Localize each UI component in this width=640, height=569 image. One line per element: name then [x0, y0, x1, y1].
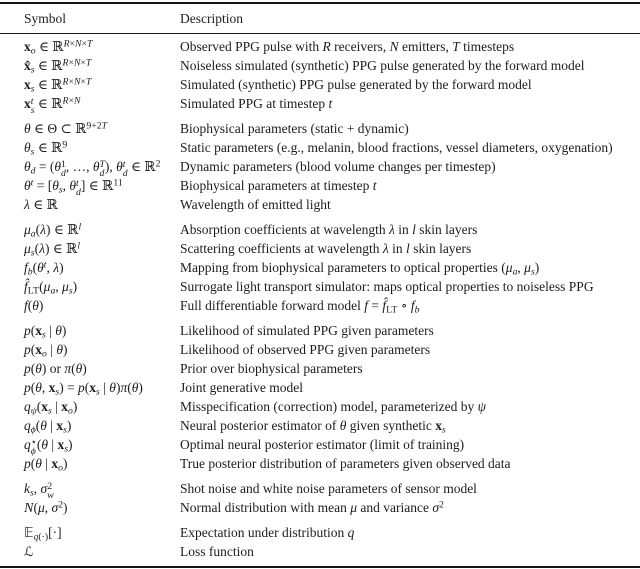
description-cell: Neural posterior estimator of θ given synthetic $x_s$ — [180, 418, 446, 436]
symbol-cell: $\mu_a(\lambda)$ ∈ ℝ$^l$ — [24, 221, 82, 240]
description-cell: Dynamic parameters (blood volume changes per timestep) — [180, 159, 496, 174]
description-cell: Absorption coefficients at wavelength λ in l skin layers — [180, 222, 478, 237]
symbol-cell: $k_s$, σ 2 w — [24, 480, 54, 501]
table-row — [0, 258, 640, 277]
table-row — [0, 397, 640, 416]
description-cell: True posterior distribution of parameters given observed data — [180, 456, 511, 471]
description-cell: Normal distribution with mean μ and variance $\sigma^2$ — [180, 499, 444, 515]
description-cell: Simulated (synthetic) PPG pulse generated by the forward model — [180, 77, 532, 92]
symbol-cell: $\theta_s$ ∈ ℝ$^9$ — [24, 139, 68, 158]
table-group — [0, 119, 640, 214]
table-group — [0, 220, 640, 315]
description-cell: Misspecification (correction) model, parameterized by ψ — [180, 399, 487, 414]
table-group — [0, 37, 640, 116]
description-cell: Observed PPG pulse with R receivers, N emitters, T timesteps — [180, 39, 515, 54]
description-cell: Prior over biophysical parameters — [180, 361, 363, 376]
table-row — [0, 498, 640, 517]
table-row — [0, 138, 640, 157]
symbol-cell: $f̂_{LT}(\mu_a$, $\mu_s$) — [24, 279, 78, 297]
description-cell: Surrogate light transport simulator: maps optical properties to noiseless PPG — [180, 279, 594, 294]
symbol-cell: θ ∈ Θ ⊂ ℝ$^{9+2T}$ — [24, 120, 108, 136]
symbol-cell: $q_\phi(\theta$ | $x_s$) — [24, 418, 72, 436]
symbol-cell: $p(x_o$ | θ) — [24, 342, 68, 360]
table-row — [0, 479, 640, 501]
column-header-symbol: Symbol — [24, 11, 67, 26]
symbol-cell: $x̂_s$ ∈ ℝ$^{R\times N\times T}$ — [24, 57, 92, 76]
description-cell: Likelihood of observed PPG given parameters — [180, 342, 431, 357]
symbol-cell: $x_s$ ∈ ℝ$^{R\times N\times T}$ — [24, 76, 92, 95]
description-cell: Optimal neural posterior estimator (limit of training) — [180, 437, 465, 452]
symbol-cell: p(θ, $x_s) = p(x_s$ | θ)π(θ) — [24, 380, 143, 398]
table-row — [0, 321, 640, 340]
table-row — [0, 119, 640, 138]
table-row — [0, 56, 640, 75]
table-header-row — [0, 4, 640, 34]
table-row — [0, 416, 640, 435]
symbol-cell: x t s ∈ ℝ$^{R\times N}$ — [24, 95, 81, 116]
symbol-cell: p(θ) or π(θ) — [24, 361, 87, 376]
table-row — [0, 157, 640, 179]
symbol-cell: λ ∈ ℝ — [24, 197, 58, 212]
symbol-cell: N(μ, $\sigma^2$) — [24, 499, 68, 516]
description-cell: Expectation under distribution q — [180, 525, 355, 540]
symbol-cell: ℒ — [24, 545, 34, 560]
description-cell: Biophysical parameters at timestep t — [180, 178, 377, 193]
table-row — [0, 523, 640, 542]
table-row — [0, 454, 640, 473]
symbol-cell: $\theta_d = (\theta$ 1 d , …, θ T d ), θ t d ∈ ℝ$^2$ — [24, 158, 161, 179]
symbol-cell: $p(x_s$ | θ) — [24, 323, 67, 341]
symbol-cell: 𝔼$_{q(\cdot)}$[·] — [24, 525, 62, 543]
description-cell: Full differentiable forward model $f = f̂_{LT}$ ∘ $f_b$ — [180, 298, 420, 316]
table-row — [0, 37, 640, 56]
symbol-notation-table — [0, 2, 640, 568]
symbol-cell: $f_b(\theta^t$, λ) — [24, 259, 64, 278]
description-cell: Mapping from biophysical parameters to optical properties ($\mu_a$, $\mu_s$) — [180, 260, 540, 278]
table-row — [0, 435, 640, 457]
table-row — [0, 277, 640, 296]
table-body — [0, 37, 640, 561]
description-cell: Scattering coefficients at wavelength λ in l skin layers — [180, 241, 472, 256]
table-row — [0, 220, 640, 239]
table-row — [0, 94, 640, 116]
symbol-cell: f(θ) — [24, 298, 44, 313]
table-row — [0, 340, 640, 359]
symbol-cell: $\theta^t = [\theta_s$, θ t d ] ∈ ℝ$^{11}$ — [24, 177, 123, 198]
symbol-cell: $q_\psi(x_s$ | $x_o$) — [24, 399, 78, 417]
table-row — [0, 359, 640, 378]
description-cell: Noiseless simulated (synthetic) PPG pulse generated by the forward model — [180, 58, 585, 73]
table-row — [0, 75, 640, 94]
table-row — [0, 195, 640, 214]
table-row — [0, 176, 640, 198]
description-cell: Loss function — [180, 544, 254, 559]
table-row — [0, 239, 640, 258]
column-header-description: Description — [180, 11, 243, 26]
table-group — [0, 321, 640, 473]
description-cell: Static parameters (e.g., melanin, blood fractions, vessel diameters, oxygenation) — [180, 140, 613, 155]
description-cell: Wavelength of emitted light — [180, 197, 331, 212]
paper-page — [0, 2, 640, 569]
table-group — [0, 523, 640, 561]
symbol-cell: $\mu_s(\lambda)$ ∈ ℝ$^l$ — [24, 240, 81, 259]
symbol-cell: p(θ | $x_o$) — [24, 456, 68, 474]
table-row — [0, 378, 640, 397]
description-cell: Biophysical parameters (static + dynamic) — [180, 121, 409, 136]
description-cell: Joint generative model — [180, 380, 303, 395]
description-cell: Shot noise and white noise parameters of sensor model — [180, 481, 477, 496]
table-row — [0, 542, 640, 561]
description-cell: Likelihood of simulated PPG given parameters — [180, 323, 434, 338]
symbol-cell: q ⋆ ϕ (θ | $x_s$) — [24, 436, 73, 457]
table-group — [0, 479, 640, 517]
description-cell: Simulated PPG at timestep t — [180, 96, 333, 111]
table-row — [0, 296, 640, 315]
symbol-cell: $x_o$ ∈ ℝ$^{R\times N\times T}$ — [24, 38, 93, 57]
